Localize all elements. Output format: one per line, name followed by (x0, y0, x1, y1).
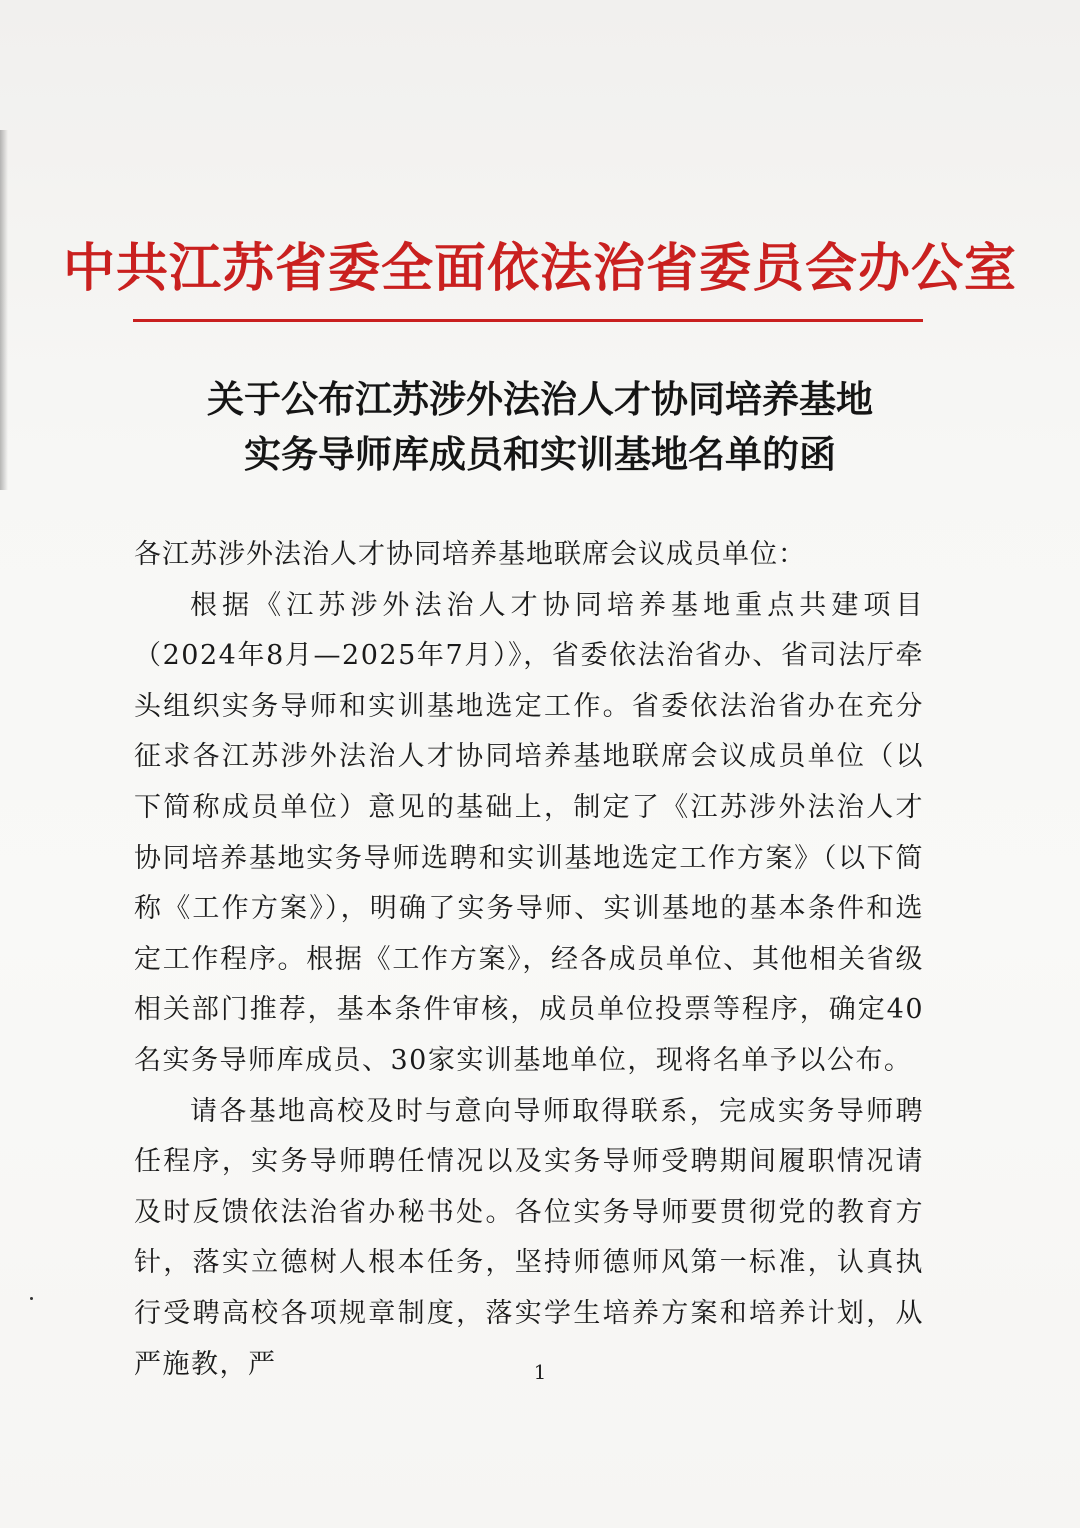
salutation: 各江苏涉外法治人才协同培养基地联席会议成员单位： (134, 539, 806, 570)
red-header-rule (133, 319, 923, 322)
issuing-organization-header: 中共江苏省委全面依法治省委员会办公室 (62, 239, 1017, 299)
page-number: 1 (533, 1360, 547, 1384)
document-title (0, 372, 1080, 482)
title-line-2: 实务导师库成员和实训基地名单的函 (244, 433, 836, 476)
body-paragraph-2: 请各基地高校及时与意向导师取得联系，完成实务导师聘任程序，实务导师聘任情况以及实务导师受聘期间履职情况请及时反馈依法治省办秘书处。各位实务导师要贯彻党的教育方针，落实立德树人根本任务，坚持师德师风第一标准，认真执行受聘高校各项规章制度，落实学生培养方案和培养计划，从严施教，严 (134, 1095, 924, 1380)
body-paragraph-1: 根据《江苏涉外法治人才协同培养基地重点共建项目（2024年8月—2025年7月）》，省委依法治省办、省司法厅牵头组织实务导师和实训基地选定工作。省委依法治省办在充分征求各江苏涉外法治人才协同培养基地联席会议成员单位（以下简称成员单位）意见的基础上，制定了《江苏涉外法治人才协同培养基地实务导师选聘和实训基地选定工作方案》（以下简称《工作方案》），明确了实务导师、实训基地的基本条件和选定工作程序。根据《工作方案》，经各成员单位、其他相关省级相关部门推荐，基本条件审核，成员单位投票等程序，确定40名实务导师库成员、30家实训基地单位，现将名单予以公布。 (134, 589, 924, 1076)
title-line-1: 关于公布江苏涉外法治人才协同培养基地 (207, 378, 873, 421)
scan-speck (30, 1297, 33, 1300)
document-body (134, 530, 924, 1390)
